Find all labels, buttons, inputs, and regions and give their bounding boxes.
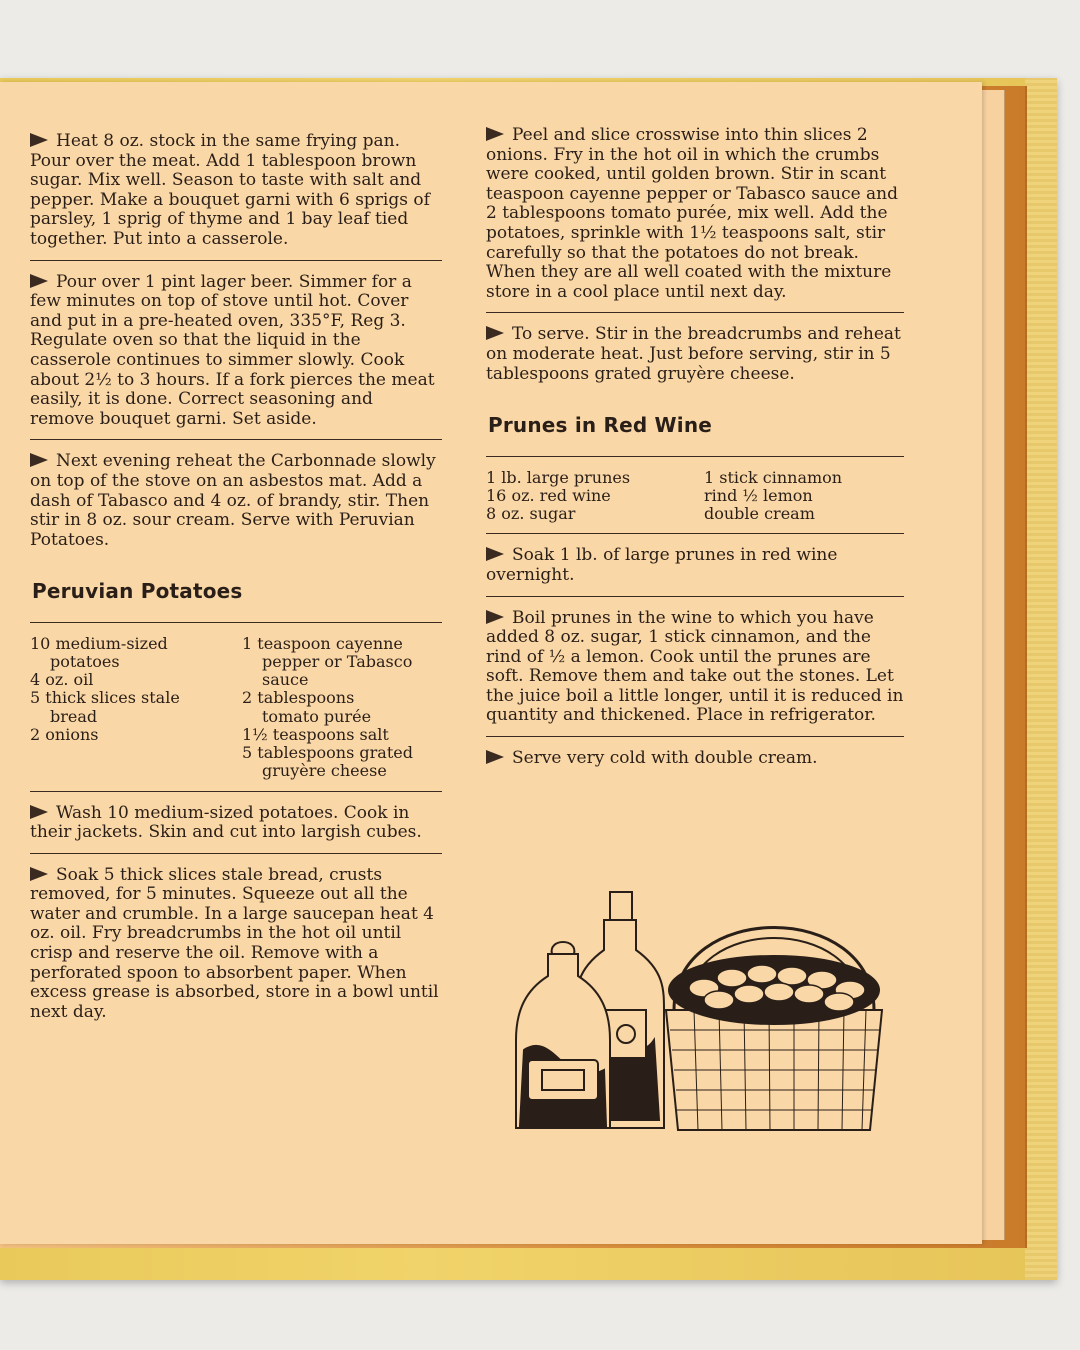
ingredient: rind ½ lemon: [704, 485, 813, 505]
step-paragraph: Soak 5 thick slices stale bread, crusts removed, for 5 minutes. Squeeze out all the water and crumble. In a large saucepan heat 4 oz. oil. Fry breadcrumbs in the hot oil until crisp and reserve the oil. Remove with a perforated spoon to absorbent paper. When excess grease is absorbed, store in a bowl until next day.: [30, 864, 439, 1022]
divider: [30, 439, 442, 440]
ingredient: 2 onions: [30, 724, 99, 744]
step-paragraph: To serve. Stir in the breadcrumbs and reheat on moderate heat. Just before serving, stir in 5 tablespoons grated gruyère cheese.: [486, 324, 901, 384]
ingredient: bread: [50, 706, 98, 726]
ingredients-list: [30, 635, 442, 781]
arrow-icon: [486, 547, 504, 561]
ingredient: 1 stick cinnamon: [704, 467, 843, 487]
ingredient: 10 medium-sized: [30, 633, 168, 653]
recipe-title: Prunes in Red Wine: [488, 413, 713, 438]
arrow-icon: [30, 453, 48, 467]
step-paragraph: Serve very cold with double cream.: [486, 749, 904, 779]
ingredient: sauce: [262, 670, 309, 690]
arrow-icon: [30, 805, 48, 819]
ingredients-list: [486, 469, 904, 524]
arrow-icon: [30, 867, 48, 881]
ingredient: 1 lb. large prunes: [486, 467, 631, 487]
ingredient: pepper or Tabasco: [262, 652, 413, 672]
step-paragraph: Peel and slice crosswise into thin slices 2 onions. Fry in the hot oil in which the crumbs were cooked, until golden brown. Stir in scant teaspoon cayenne pepper or Tabasco sauce and 2 tablespoons tomato purée, mix well. Add the potatoes, sprinkle with 1½ teaspoons salt, stir carefully so that the potatoes do not break. When they are all well coated with the mixture store in a cool place until next day.: [486, 125, 899, 302]
divider: [486, 456, 904, 457]
recipe-page: [0, 82, 982, 1244]
arrow-icon: [30, 274, 48, 288]
step-paragraph: Heat 8 oz. stock in the same frying pan. Pour over the meat. Add 1 tablespoon brown sugar. Mix well. Season to taste with salt and pepper. Make a bouquet garni with 6 sprigs of parsley, 1 sprig of thyme and 1 bay leaf tied together. Put into a casserole.: [30, 131, 430, 249]
step-paragraph: Next evening reheat the Carbonnade slowly on top of the stove on an asbestos mat. Add a dash of Tabasco and 4 oz. of brandy, stir. Then stir in 8 oz. sour cream. Serve with Peruvian Potatoes.: [30, 451, 436, 550]
ingredients-column: [242, 635, 442, 781]
divider: [486, 533, 904, 534]
ingredient: 2 tablespoons: [242, 688, 355, 708]
ingredient: tomato purée: [262, 706, 372, 726]
bottles-basket-illustration: [514, 890, 894, 1150]
arrow-icon: [486, 326, 504, 340]
divider: [486, 736, 904, 737]
ingredients-column: [704, 469, 904, 524]
arrow-icon: [486, 750, 504, 764]
step-paragraph: Wash 10 medium-sized potatoes. Cook in their jackets. Skin and cut into largish cubes.: [30, 802, 422, 843]
ingredient: gruyère cheese: [262, 761, 387, 781]
ingredient: potatoes: [50, 652, 120, 672]
ingredients-column: [30, 635, 235, 781]
left-column: [30, 132, 442, 1032]
ingredient: 16 oz. red wine: [486, 485, 611, 505]
ingredient: 8 oz. sugar: [486, 504, 576, 524]
cover-spine-edge: [1025, 78, 1057, 1280]
divider: [30, 791, 442, 792]
right-column: [486, 126, 904, 779]
step-paragraph: Pour over 1 pint lager beer. Simmer for a few minutes on top of stove until hot. Cover and put in a pre-heated oven, 335°F, Reg 3. Regulate oven so that the liquid in the casserole continues to simmer slowly. Cook about 2½ to 3 hours. If a fork pierces the meat easily, it is done. Correct seasoning and remove bouquet garni. Set aside.: [30, 271, 435, 429]
divider: [30, 622, 442, 623]
divider: [30, 853, 442, 854]
step-paragraph: Boil prunes in the wine to which you have added 8 oz. sugar, 1 stick cinnamon, and the rind of ½ a lemon. Cook until the prunes are soft. Remove them and take out the stones. Let the juice boil a little longer, until it is reduced in quantity and thickened. Place in refrigerator.: [486, 607, 904, 726]
divider: [30, 260, 442, 261]
ingredient: 5 thick slices stale: [30, 688, 180, 708]
arrow-icon: [486, 127, 504, 141]
divider: [486, 312, 904, 313]
ingredient: double cream: [704, 504, 815, 524]
ingredient: 4 oz. oil: [30, 670, 94, 690]
arrow-icon: [30, 133, 48, 147]
ingredient: 1½ teaspoons salt: [242, 724, 389, 744]
arrow-icon: [486, 610, 504, 624]
ingredient: 5 tablespoons grated: [242, 743, 413, 763]
divider: [486, 596, 904, 597]
ingredients-column: [486, 469, 691, 524]
ingredient: 1 teaspoon cayenne: [242, 633, 403, 653]
step-paragraph: Soak 1 lb. of large prunes in red wine overnight.: [486, 545, 838, 585]
recipe-title: Peruvian Potatoes: [32, 579, 243, 604]
